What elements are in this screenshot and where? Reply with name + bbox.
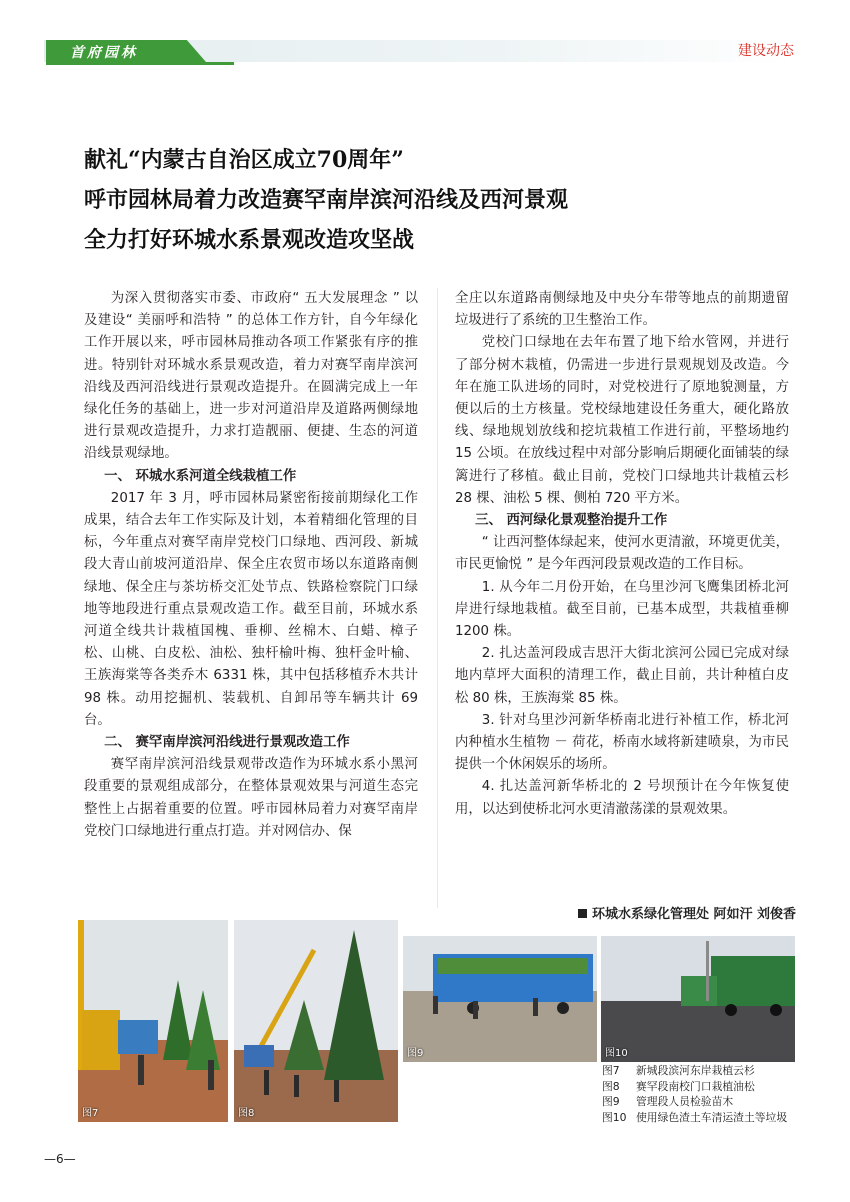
paragraph: 1. 从今年二月份开始，在乌里沙河飞鹰集团桥北河岸进行绿地栽植。截至目前，已基本成型，共栽植垂柳 1200 株。 [455, 579, 789, 640]
article-title [84, 140, 804, 260]
photo-10 [601, 936, 795, 1062]
column-divider [437, 288, 438, 908]
page-number: —6— [44, 1152, 76, 1166]
paragraph: 2. 扎达盖河段成吉思汗大街北滨河公园已完成对绿地内草坪大面积的清理工作，截止目前，共计种植白皮松 80 株，王族海棠 85 株。 [455, 646, 789, 706]
caption-num: 图7 [602, 1064, 620, 1077]
author-text: 环城水系绿化管理处 阿如汗 刘俊香 [591, 907, 796, 922]
section-label: 建设动态 [738, 43, 794, 59]
photo-captions [602, 1063, 787, 1125]
photo-label: 图10 [605, 1048, 628, 1059]
section-heading: 一、 环城水系河道全线栽植工作 [104, 468, 297, 484]
paragraph: 为深入贯彻落实市委、市政府“ 五大发展理念 ” 以及建设“ 美丽呼和浩特 ” 的总体工作方针，自今年绿化工作开展以来，呼市园林局推动各项工作紧张有序的推进。特别针对环城水系景观改造，着力对赛罕南岸滨河沿线及西河沿线进行景观改造提升。在圆满完成上一年绿化任务的基础上，进一步对河道沿岸及道路两侧绿地进行景观改造提升，力求打造靓丽、便捷、生态的河道沿线景观绿地。 [84, 291, 418, 462]
caption-row [602, 1110, 787, 1126]
paragraph: 3. 针对乌里沙河新华桥南北进行补植工作，桥北河内种植水生植物 － 荷花，桥南水域将新建喷泉，为市民提供一个休闲娱乐的场所。 [455, 712, 789, 773]
photo-label: 图8 [238, 1108, 255, 1119]
caption-num: 图9 [602, 1095, 620, 1108]
paragraph: 4. 扎达盖河新华桥北的 2 号坝预计在今年恢复使用，以达到使桥北河水更清澈荡漾的景观效果。 [455, 779, 789, 817]
paragraph: 赛罕南岸滨河沿线景观带改造作为环城水系小黑河段重要的景观组成部分，在整体景观效果与河道生态完整性上占据着重要的位置。呼市园林局着力对赛罕南岸党校门口绿地进行重点打造。并对网信办、保 [84, 757, 418, 839]
photo-8 [234, 920, 398, 1122]
section-heading: 二、 赛罕南岸滨河沿线进行景观改造工作 [104, 735, 350, 751]
photo-7 [78, 920, 228, 1122]
title-line-1: 献礼“内蒙古自治区成立70周年” [84, 147, 404, 173]
title-line-2: 呼市园林局着力改造赛罕南岸滨河沿线及西河景观 [84, 187, 569, 213]
column-name: 首府园林 [70, 45, 138, 61]
caption-num: 图8 [602, 1079, 620, 1093]
paragraph: 2017 年 3 月，呼市园林局紧密衔接前期绿化工作成果，结合去年工作实际及计划，本着精细化管理的目标，今年重点对赛罕南岸党校门口绿地、西河段、新城段大青山前坡河道沿岸、保全庄农贸市场以东道路南侧绿地、保全庄与茶坊桥交汇处节点、铁路检察院门口绿地等地段进行重点景观改造工作。截至目前，环城水系河道全线共计栽植国槐、垂柳、丝棉木、白蜡、樟子松、山桃、白皮松、油松、独杆榆叶梅、独杆金叶榆、王族海棠等各类乔木 6331 株，其中包括移植乔木共计 98 株。动用挖掘机、装载机、自卸吊等车辆共计 69 台。 [84, 490, 418, 728]
photo-label: 图7 [82, 1108, 99, 1119]
paragraph: “ 让西河整体绿起来，使河水更清澈，环境更优美，市民更愉悦 ” 是今年西河段景观改造的工作目标。 [455, 535, 789, 573]
square-bullet-icon [578, 909, 587, 918]
photo-9 [403, 936, 597, 1062]
caption-row [602, 1063, 787, 1079]
caption-row [602, 1094, 787, 1110]
caption-text: 新城段滨河东岸栽植云杉 [636, 1064, 755, 1077]
paragraph-continued: 全庄以东道路南侧绿地及中央分车带等地点的前期遗留垃圾进行了系统的卫生整治工作。 [455, 291, 789, 329]
caption-text: 赛罕段南校门口栽植油松 [636, 1079, 755, 1093]
section-heading: 三、 西河绿化景观整治提升工作 [475, 513, 668, 529]
right-column [455, 288, 789, 821]
caption-num: 图10 [602, 1110, 627, 1124]
left-column [84, 288, 418, 843]
header-underline [46, 62, 234, 65]
paragraph: 党校门口绿地在去年布置了地下给水管网，并进行了部分树木栽植，仍需进一步进行景观规划及改造。今年在施工队进场的同时，对党校进行了原地貌测量，方便以后的土方核量。党校绿地建设任务重大，硬化路放线、绿地规划放线和挖坑栽植工作进行前，平整场地约 15 公顷。在放线过程中对部分影响后期硬化面铺装的绿篱进行了移植。截止目前，党校门口绿地共计栽植云杉 28 棵、油松 5 棵、侧柏 720 平方米。 [455, 335, 789, 506]
caption-text: 管理段人员检验苗木 [636, 1095, 734, 1108]
caption-text: 使用绿色渣土车清运渣土等垃圾 [636, 1110, 788, 1124]
title-line-3: 全力打好环城水系景观改造攻坚战 [84, 227, 415, 253]
caption-row [602, 1079, 787, 1095]
author-line [578, 903, 796, 922]
photo-label: 图9 [407, 1048, 424, 1059]
